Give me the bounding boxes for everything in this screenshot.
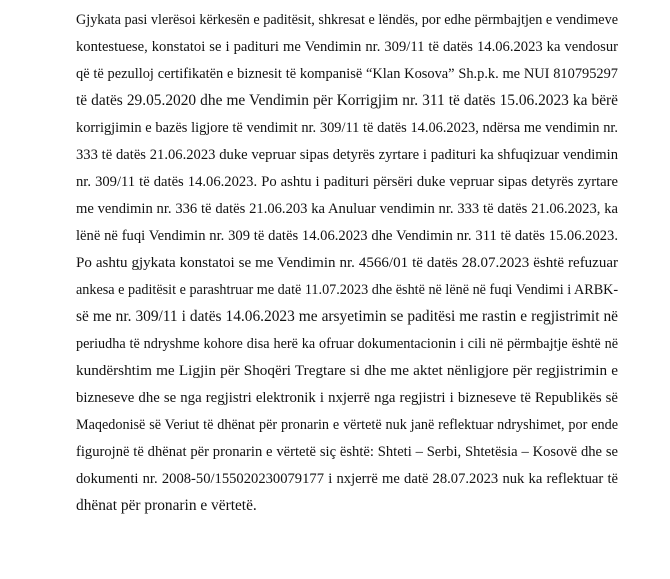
paragraph-line: Po ashtu gjykata konstatoi se me Vendimin nr. 4566/01 të datës 28.07.2023 është refuzuar bbox=[76, 255, 618, 271]
paragraph-line: lënë në fuqi Vendimin nr. 309 të datës 14.06.2023 dhe Vendimin nr. 311 të datës 15.06.2023. bbox=[76, 228, 618, 244]
paragraph-line: kontestuese, konstatoi se i padituri me Vendimin nr. 309/11 të datës 14.06.2023 ka vendosur bbox=[76, 39, 618, 55]
paragraph-line: kundërshtim me Ligjin për Shoqëri Tregtare si dhe me aktet nënligjore për regjistrimin e bbox=[76, 362, 618, 379]
paragraph-line: së me nr. 309/11 i datës 14.06.2023 me arsyetimin se paditësi me rastin e regjistrimit në bbox=[76, 308, 618, 325]
paragraph-line: Maqedonisë së Veriut të dhënat për pronarin e vërtetë nuk janë reflektuar ndryshimet, por ende bbox=[76, 417, 618, 433]
paragraph-line: me vendimin nr. 336 të datës 21.06.203 ka Anuluar vendimin nr. 333 të datës 21.06.2023, ka bbox=[76, 201, 618, 217]
paragraph-line-last: dhënat për pronarin e vërtetë. bbox=[76, 497, 257, 514]
paragraph-line: korrigjimin e bazës ligjore të vendimit nr. 309/11 të datës 14.06.2023, ndërsa me vendimin nr. bbox=[76, 120, 618, 136]
paragraph-line: ankesa e paditësit e parashtruar me datë 11.07.2023 dhe është në lënë në fuqi Vendimi i ARBK- bbox=[76, 282, 619, 298]
paragraph-line: të datës 29.05.2020 dhe me Vendimin për Korrigjim nr. 311 të datës 15.06.2023 ka bërë bbox=[76, 92, 618, 109]
paragraph-line: periudha të ndryshme kohore disa herë ka ofruar dokumentacionin i cili në përmbajtje është në bbox=[76, 336, 618, 352]
paragraph-line: bizneseve dhe se nga regjistri elektronik i nxjerrë nga regjistri i bizneseve të Republikës së bbox=[76, 390, 618, 406]
paragraph-line: Gjykata pasi vlerësoi kërkesën e paditësit, shkresat e lëndës, por edhe përmbajtjen e vendimeve bbox=[76, 12, 618, 28]
paragraph-line: figurojnë të dhënat për pronarin e vërtetë siç është: Shteti – Serbi, Shtetësia – Kosovë dhe se bbox=[76, 444, 618, 460]
paragraph-line: dokumenti nr. 2008-50/155020230079177 i nxjerrë me datë 28.07.2023 nuk ka reflektuar të bbox=[76, 471, 618, 487]
paragraph-line: që të pezulloj certifikatën e biznesit të kompanisë “Klan Kosova” Sh.p.k. me NUI 810795297 bbox=[76, 66, 618, 82]
paragraph-line: 333 të datës 21.06.2023 duke vepruar sipas detyrës zyrtare i padituri ka shfuqizuar vendimin bbox=[76, 147, 618, 163]
paragraph-line: nr. 309/11 të datës 14.06.2023. Po ashtu i padituri përsëri duke vepruar sipas detyrës zyrtare bbox=[76, 174, 618, 190]
